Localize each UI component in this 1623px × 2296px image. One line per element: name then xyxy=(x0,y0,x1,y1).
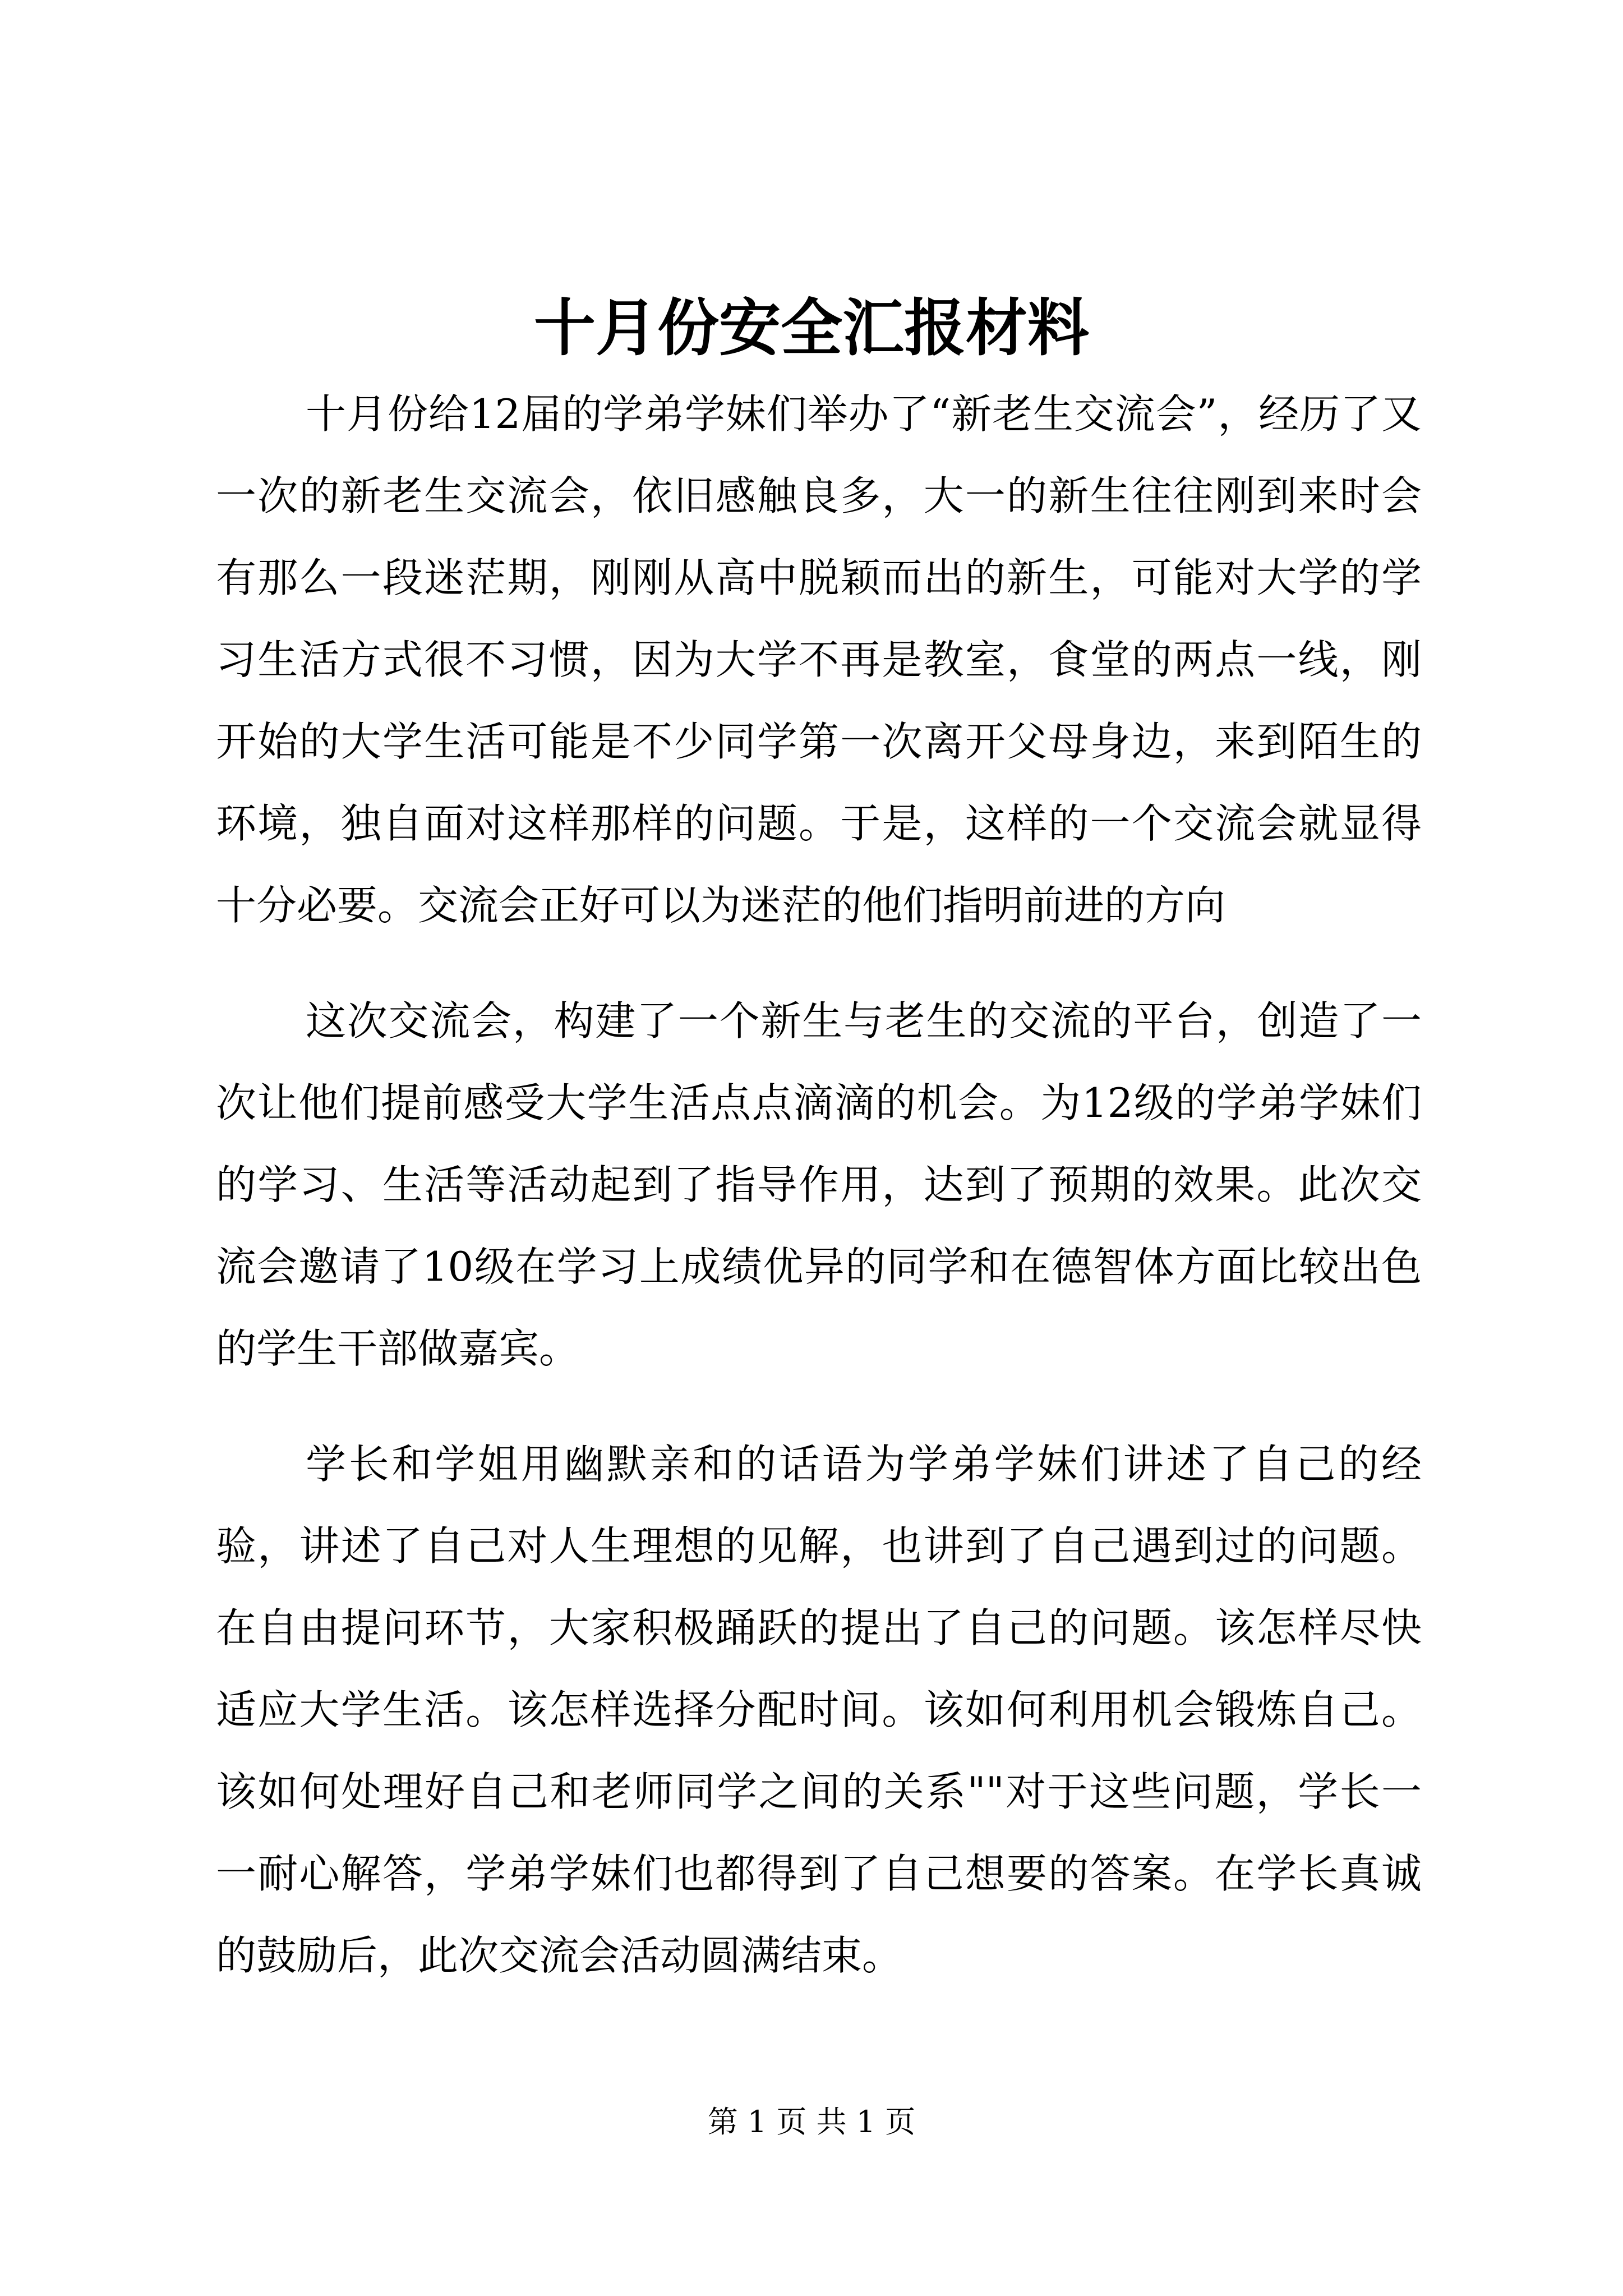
paragraph: 十月份给12届的学弟学妹们举办了“新老生交流会”，经历了又一次的新老生交流会，依旧感触良多，大一的新生往往刚到来时会有那么一段迷茫期，刚刚从高中脱颖而出的新生，可能对大学的学习生活方式很不习惯，因为大学不再是教室，食堂的两点一线，刚开始的大学生活可能是不少同学第一次离开父母身边，来到陌生的环境，独自面对这样那样的问题。于是，这样的一个交流会就显得十分必要。交流会正好可以为迷茫的他们指明前进的方向 xyxy=(216,390,1422,929)
paragraph: 这次交流会，构建了一个新生与老生的交流的平台，创造了一次让他们提前感受大学生活点点滴滴的机会。为12级的学弟学妹们的学习、生活等活动起到了指导作用，达到了预期的效果。此次交流会邀请了10级在学习上成绩优异的同学和在德智体方面比较出色的学生干部做嘉宾。 xyxy=(216,997,1422,1372)
document-title: 十月份安全汇报材料 xyxy=(534,292,1089,364)
page-footer: 第 1 页 共 1 页 xyxy=(707,2104,916,2139)
paragraph: 学长和学姐用幽默亲和的话语为学弟学妹们讲述了自己的经验，讲述了自己对人生理想的见解，也讲到了自己遇到过的问题。在自由提问环节，大家积极踊跃的提出了自己的问题。该怎样尽快适应大学生活。该怎样选择分配时间。该如何利用机会锻炼自己。该如何处理好自己和老师同学之间的关系""对于这些问题，学长一一耐心解答，学弟学妹们也都得到了自己想要的答案。在学长真诚的鼓励后，此次交流会活动圆满结束。 xyxy=(216,1441,1422,1979)
document-body xyxy=(216,373,1422,1996)
